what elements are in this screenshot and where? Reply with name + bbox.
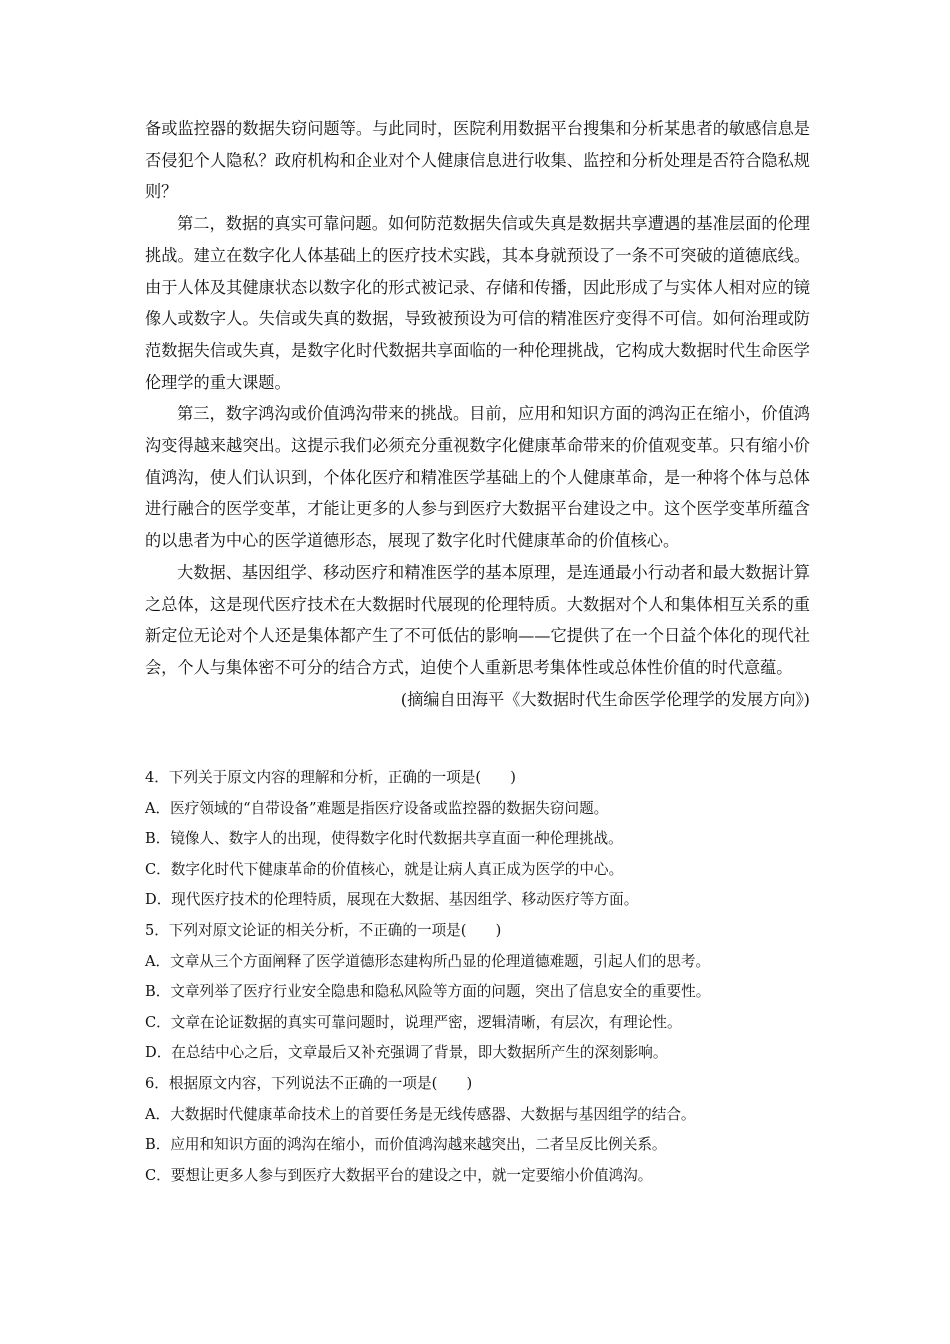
question-option-d: D．在总结中心之后，文章最后又补充强调了背景，即大数据所产生的深刻影响。 <box>145 1044 668 1062</box>
passage-paragraph-3: 第三，数字鸿沟或价值鸿沟带来的挑战。目前，应用和知识方面的鸿沟正在缩小，价值鸿沟变得越来越突出。这提示我们必须充分重视数字化健康革命带来的价值观变革。只有缩小价值鸿沟，使人们认识到，个体化医疗和精准医学基础上的个人健康革命，是一种将个体与总体进行融合的医学变革，才能让更多的人参与到医疗大数据平台建设之中。这个医学变革所蕴含的以患者为中心的医学道德形态，展现了数字化时代健康革命的价值核心。 <box>145 404 810 551</box>
question-option-b: B．应用和知识方面的鸿沟在缩小，而价值鸿沟越来越突出，二者呈反比例关系。 <box>145 1136 667 1154</box>
question-stem: 6．根据原文内容，下列说法不正确的一项是( ) <box>145 1074 473 1092</box>
question-5 <box>145 916 810 1069</box>
question-option-b: B．文章列举了医疗行业安全隐患和隐私风险等方面的问题，突出了信息安全的重要性。 <box>145 983 711 1001</box>
question-option-c: C．要想让更多人参与到医疗大数据平台的建设之中，就一定要缩小价值鸿沟。 <box>145 1166 653 1184</box>
question-option-c: C．数字化时代下健康革命的价值核心，就是让病人真正成为医学的中心。 <box>145 860 624 878</box>
question-option-a: A．大数据时代健康革命技术上的首要任务是无线传感器、大数据与基因组学的结合。 <box>145 1105 696 1123</box>
question-option-c: C．文章在论证数据的真实可靠问题时，说理严密，逻辑清晰，有层次，有理论性。 <box>145 1013 682 1031</box>
passage-paragraph-2: 第二，数据的真实可靠问题。如何防范数据失信或失真是数据共享遭遇的基准层面的伦理挑战。建立在数字化人体基础上的医疗技术实践，其本身就预设了一条不可突破的道德底线。由于人体及其健康状态以数字化的形式被记录、存储和传播，因此形成了与实体人相对应的镜像人或数字人。失信或失真的数据，导致被预设为可信的精准医疗变得不可信。如何治理或防范数据失信或失真，是数字化时代数据共享面临的一种伦理挑战，它构成大数据时代生命医学伦理学的重大课题。 <box>145 214 810 392</box>
question-4 <box>145 763 810 916</box>
question-section <box>145 763 810 1191</box>
passage <box>145 113 810 715</box>
question-option-d: D．现代医疗技术的伦理特质，展现在大数据、基因组学、移动医疗等方面。 <box>145 891 639 909</box>
question-option-a: A．文章从三个方面阐释了医学道德形态建构所凸显的伦理道德难题，引起人们的思考。 <box>145 952 711 970</box>
question-option-b: B．镜像人、数字人的出现，使得数字化时代数据共享直面一种伦理挑战。 <box>145 830 623 848</box>
question-stem: 5．下列对原文论证的相关分析，不正确的一项是( ) <box>145 921 502 939</box>
passage-paragraph-4: 大数据、基因组学、移动医疗和精准医学的基本原理，是连通最小行动者和最大数据计算之总体，这是现代医疗技术在大数据时代展现的伦理特质。大数据对个人和集体相互关系的重新定位无论对个人还是集体都产生了不可低估的影响——它提供了在一个日益个体化的现代社会，个人与集体密不可分的结合方式，迫使个人重新思考集体性或总体性价值的时代意蕴。 <box>145 562 810 677</box>
question-option-a: A．医疗领域的“自带设备”难题是指医疗设备或监控器的数据失窃问题。 <box>145 799 609 817</box>
question-stem: 4．下列关于原文内容的理解和分析，正确的一项是( ) <box>145 769 516 786</box>
question-6 <box>145 1069 810 1191</box>
source-citation: (摘编自田海平《大数据时代生命医学伦理学的发展方向》) <box>400 689 810 709</box>
passage-paragraph-1: 备或监控器的数据失窃问题等。与此同时，医院利用数据平台搜集和分析某患者的敏感信息是否侵犯个人隐私？政府机构和企业对个人健康信息进行收集、监控和分析处理是否符合隐私规则？ <box>145 119 810 202</box>
